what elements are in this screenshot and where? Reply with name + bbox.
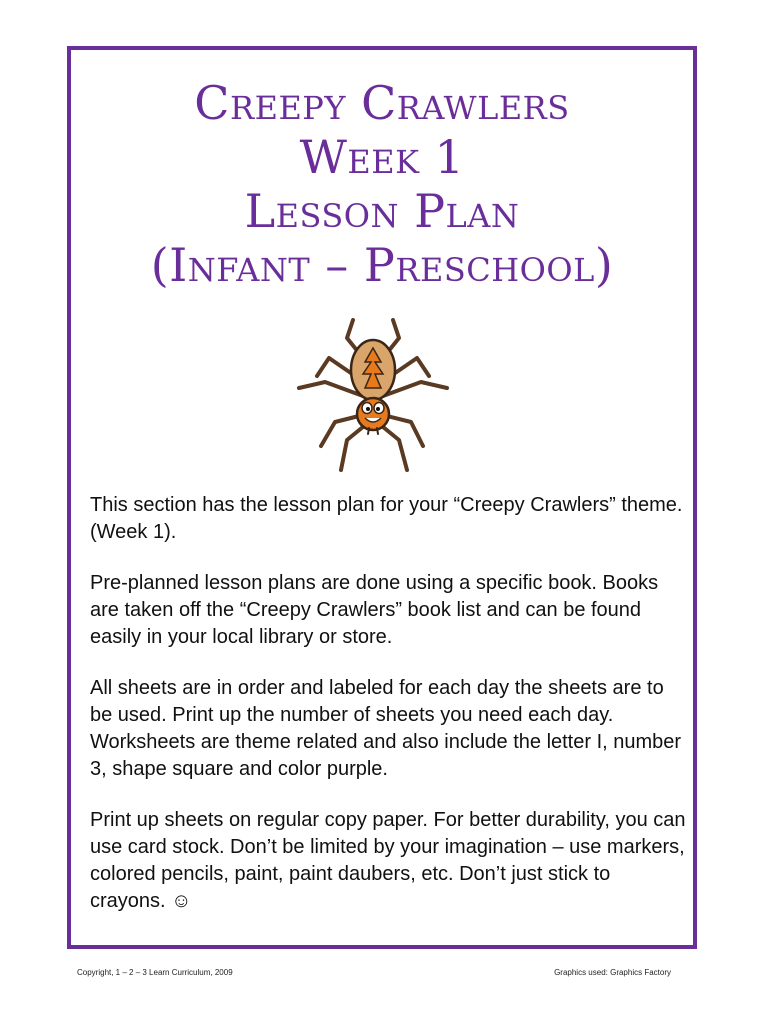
footer-copyright: Copyright, 1 – 2 – 3 Learn Curriculum, 2009 (77, 968, 233, 977)
title-line-1: Creepy Crawlers (194, 76, 570, 130)
paragraph-books: Pre-planned lesson plans are done using a specific book. Books are taken off the “Creepy Crawlers” book list and can be found easily in your local library or store. (90, 572, 659, 648)
spider-icon (295, 318, 455, 478)
paragraph-printing: Print up sheets on regular copy paper. For better durability, you can use card stock. Don’t be limited by your imagination – use markers, colored pencils, paint, paint daubers, etc. Don’t just stick to crayons. ☺ (90, 809, 686, 912)
title-line-3: Lesson Plan (244, 184, 520, 238)
paragraph-sheets: All sheets are in order and labeled for each day the sheets are to be used. Print up the number of sheets you need each day. Worksheets are theme related and also include the letter I, number 3, shape square and color purple. (90, 677, 682, 780)
title-line-2: Week 1 (299, 130, 465, 184)
page-title (67, 76, 697, 292)
body-text (90, 492, 690, 939)
paragraph-intro: This section has the lesson plan for your “Creepy Crawlers” theme. (Week 1). (90, 494, 683, 543)
title-line-4: (Infant – Preschool) (150, 238, 614, 292)
footer-credits: Graphics used: Graphics Factory (554, 968, 671, 977)
